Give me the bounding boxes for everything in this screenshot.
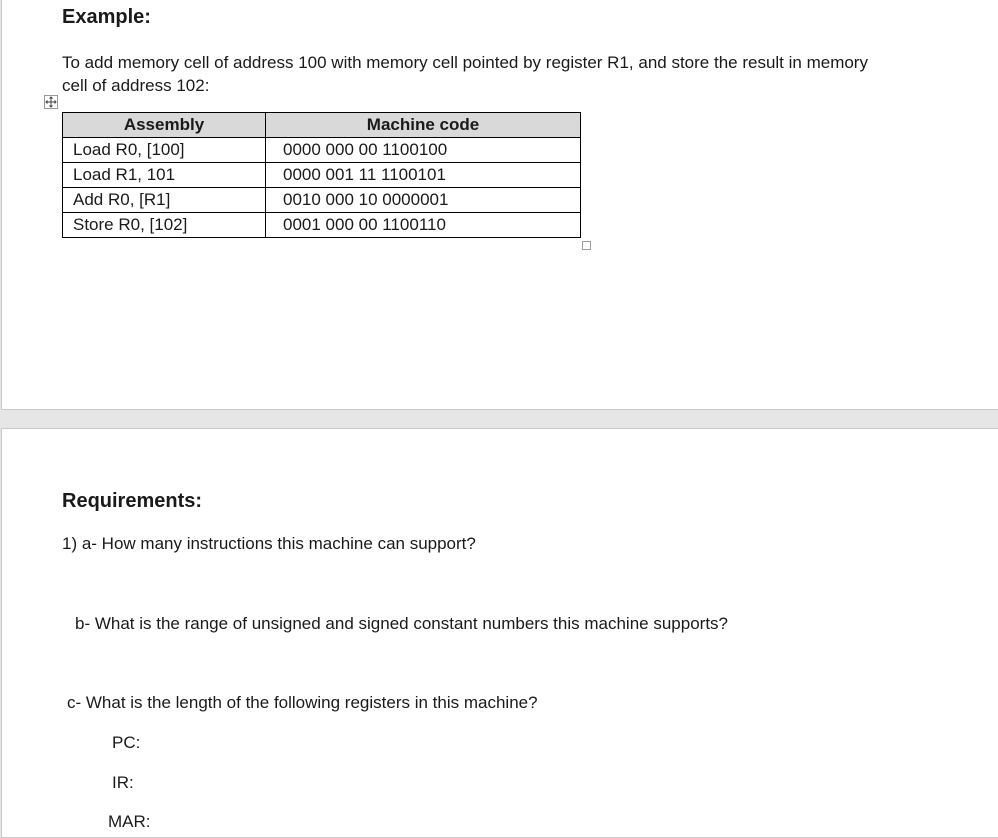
assembly-cell: Load R1, 101	[63, 163, 266, 188]
header-machine-code: Machine code	[266, 113, 581, 138]
requirements-heading: Requirements:	[62, 490, 203, 512]
table-row	[63, 163, 581, 188]
previous-text-cutoff	[62, 0, 842, 2]
intro-text-line-1: To add memory cell of address 100 with memory cell pointed by register R1, and store the result in memory	[62, 53, 868, 72]
table-row	[63, 213, 581, 238]
machine-code-cell: 0010 000 10 0000001	[266, 188, 581, 213]
move-cross-icon[interactable]	[44, 95, 58, 109]
assembly-cell: Store R0, [102]	[63, 213, 266, 238]
header-assembly: Assembly	[63, 113, 266, 138]
table-row	[63, 138, 581, 163]
register-mar-label: MAR:	[108, 812, 151, 831]
question-1c: c- What is the length of the following registers in this machine?	[67, 693, 538, 712]
document-page-2	[1, 428, 998, 838]
intro-text-line-2: cell of address 102:	[62, 76, 210, 95]
machine-code-cell: 0000 000 00 1100100	[266, 138, 581, 163]
resize-square-icon[interactable]	[582, 241, 591, 250]
table-header-row	[63, 113, 581, 138]
assembly-machine-code-table	[62, 112, 581, 238]
register-pc-label: PC:	[112, 733, 141, 752]
document-page-1	[1, 0, 998, 410]
register-ir-label: IR:	[112, 773, 134, 792]
assembly-cell: Load R0, [100]	[63, 138, 266, 163]
question-1b: b- What is the range of unsigned and signed constant numbers this machine supports?	[75, 614, 728, 633]
machine-code-cell: 0000 001 11 1100101	[266, 163, 581, 188]
assembly-cell: Add R0, [R1]	[63, 188, 266, 213]
question-1a: 1) a- How many instructions this machine can support?	[62, 534, 476, 553]
example-heading: Example:	[62, 6, 151, 28]
machine-code-cell: 0001 000 00 1100110	[266, 213, 581, 238]
table-row	[63, 188, 581, 213]
